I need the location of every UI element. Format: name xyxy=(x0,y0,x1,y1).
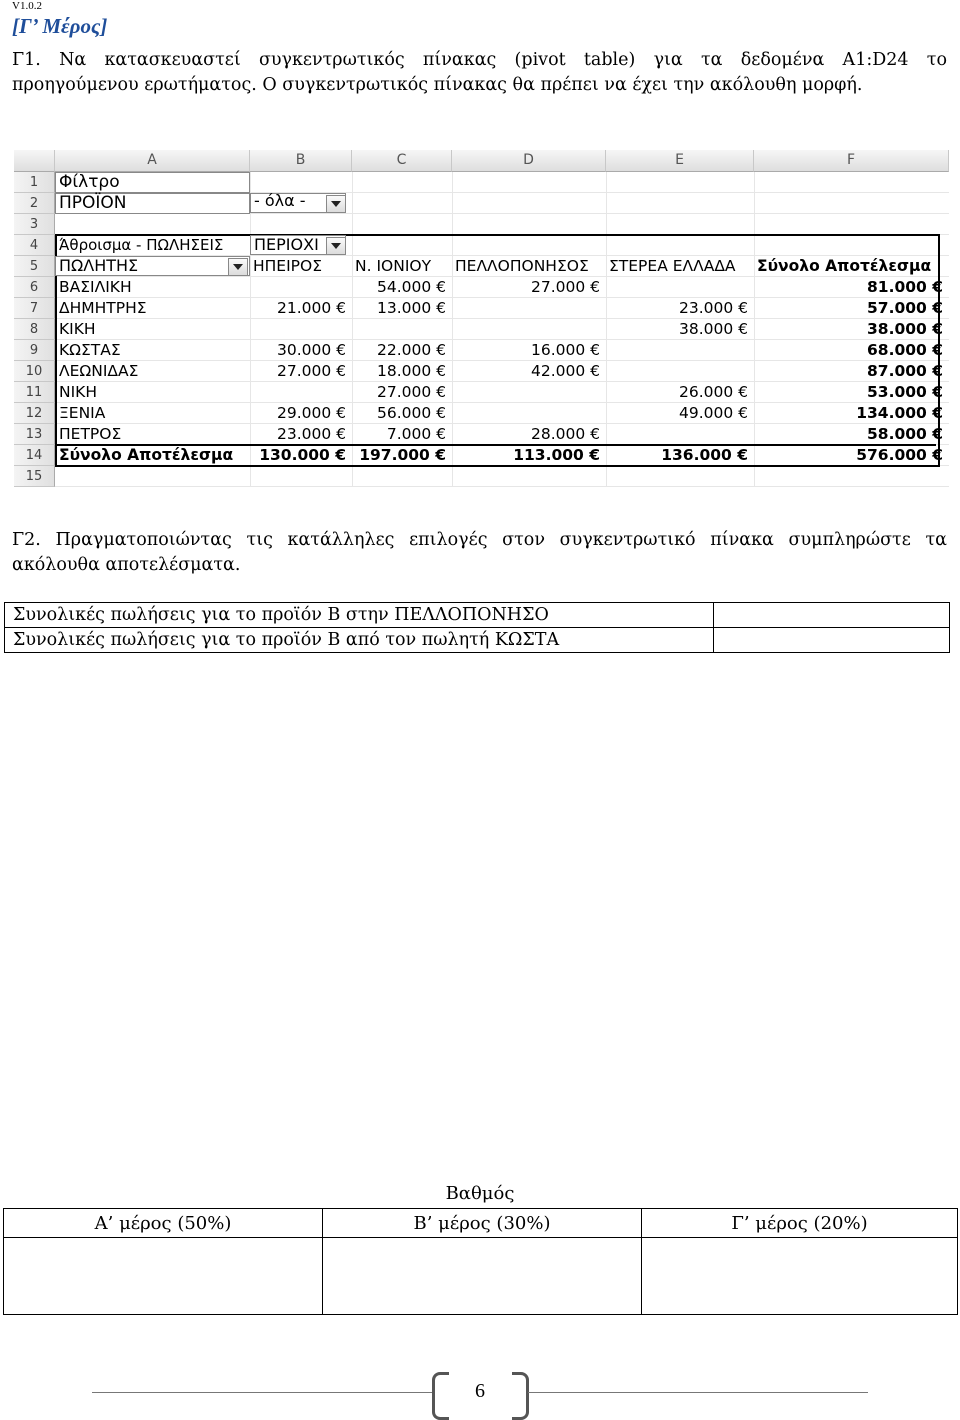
value-cell: 23.000 € xyxy=(678,299,748,317)
product-filter-value: - όλα - xyxy=(254,191,306,210)
question-g1-line-1: Γ1. Να κατασκευαστεί συγκεντρωτικός πίνακας (pivot table) για τα δεδομένα A1:D24 το xyxy=(12,50,947,70)
row-header: 8 xyxy=(14,319,55,340)
region-header: ΠΕΛΛΟΠΟΝΗΣΟΣ xyxy=(455,257,589,275)
answer-row xyxy=(5,628,950,653)
value-cell: 22.000 € xyxy=(376,341,446,359)
total-value-cell: 130.000 € xyxy=(259,446,346,464)
column-header: B xyxy=(250,150,352,172)
value-cell: 38.000 € xyxy=(678,320,748,338)
corner-cell xyxy=(14,150,55,172)
value-cell: 54.000 € xyxy=(376,278,446,296)
row-header: 7 xyxy=(14,298,55,319)
answers-table xyxy=(4,602,950,653)
pivot-table-screenshot xyxy=(14,150,949,484)
seller-name: ΔΗΜΗΤΡΗΣ xyxy=(59,299,147,317)
chevron-down-icon[interactable] xyxy=(326,195,346,213)
row-header: 10 xyxy=(14,361,55,382)
question-g2 xyxy=(12,528,947,578)
footer-line-left xyxy=(92,1392,432,1393)
chevron-down-icon[interactable] xyxy=(326,237,346,255)
sum-label: Άθροισμα - ΠΩΛΗΣΕΙΣ xyxy=(59,236,224,254)
page-number: 6 xyxy=(475,1380,485,1402)
value-cell: 18.000 € xyxy=(376,362,446,380)
grade-value-a[interactable] xyxy=(4,1238,323,1315)
value-cell: 21.000 € xyxy=(276,299,346,317)
page-brace-left xyxy=(432,1372,449,1420)
grade-header-c: Γ’ μέρος (20%) xyxy=(642,1209,958,1238)
total-value-cell: 113.000 € xyxy=(513,446,600,464)
value-cell: 13.000 € xyxy=(376,299,446,317)
value-cell: 16.000 € xyxy=(530,341,600,359)
column-header: E xyxy=(606,150,754,172)
grade-header-a: Α’ μέρος (50%) xyxy=(4,1209,323,1238)
seller-name: ΞΕΝΙΑ xyxy=(59,404,106,422)
region-header: Ν. ΙΟΝΙΟΥ xyxy=(355,257,432,275)
grade-header-b: Β’ μέρος (30%) xyxy=(323,1209,642,1238)
region-header: ΗΠΕΙΡΟΣ xyxy=(253,257,323,275)
chevron-down-icon[interactable] xyxy=(228,258,248,276)
row-header: 2 xyxy=(14,193,55,214)
value-cell: 29.000 € xyxy=(276,404,346,422)
version-label: V1.0.2 xyxy=(12,0,42,12)
grade-value-b[interactable] xyxy=(323,1238,642,1315)
grade-value-c[interactable] xyxy=(642,1238,958,1315)
answer-question: Συνολικές πωλήσεις για το προϊόν Β από τον πωλητή ΚΩΣΤΑ xyxy=(5,628,714,653)
region-header: Σύνολο Αποτέλεσμα xyxy=(757,257,932,275)
row-header: 9 xyxy=(14,340,55,361)
seller-name: ΒΑΣΙΛΙΚΗ xyxy=(59,278,132,296)
row-header: 15 xyxy=(14,466,55,487)
answer-field[interactable] xyxy=(714,603,950,628)
total-value-cell: 576.000 € xyxy=(856,446,943,464)
total-value-cell: 136.000 € xyxy=(661,446,748,464)
value-cell: 27.000 € xyxy=(276,362,346,380)
answer-question: Συνολικές πωλήσεις για το προϊόν Β στην ΠΕΛΛΟΠΟΝΗΣΟ xyxy=(5,603,714,628)
value-cell: 57.000 € xyxy=(867,299,943,317)
value-cell: 7.000 € xyxy=(386,425,446,443)
seller-name: ΚΩΣΤΑΣ xyxy=(59,341,121,359)
row-header: 5 xyxy=(14,256,55,277)
value-cell: 87.000 € xyxy=(867,362,943,380)
value-cell: 68.000 € xyxy=(867,341,943,359)
row-header: 6 xyxy=(14,277,55,298)
column-header: F xyxy=(754,150,949,172)
column-header: A xyxy=(55,150,250,172)
grades-value-row xyxy=(4,1238,958,1315)
answer-row xyxy=(5,603,950,628)
value-cell: 27.000 € xyxy=(376,383,446,401)
filter-label: Φίλτρο xyxy=(59,172,120,192)
question-g1-line-2: προηγούμενου ερωτήματος. Ο συγκεντρωτικός πίνακας θα πρέπει να έχει την ακόλουθη μορφή. xyxy=(12,75,863,95)
seller-name: ΚΙΚΗ xyxy=(59,320,96,338)
question-g1 xyxy=(12,48,947,98)
value-cell: 30.000 € xyxy=(276,341,346,359)
question-g2-line-2: ακόλουθα αποτελέσματα. xyxy=(12,555,241,575)
row-header: 4 xyxy=(14,235,55,256)
value-cell: 58.000 € xyxy=(867,425,943,443)
seller-name: ΛΕΩΝΙΔΑΣ xyxy=(59,362,139,380)
answer-field[interactable] xyxy=(714,628,950,653)
footer-line-right xyxy=(528,1392,868,1393)
value-cell: 56.000 € xyxy=(376,404,446,422)
value-cell: 26.000 € xyxy=(678,383,748,401)
seller-name: ΠΕΤΡΟΣ xyxy=(59,425,122,443)
section-title: [Γ’ Μέρος] xyxy=(12,14,108,38)
row-header: 14 xyxy=(14,445,55,466)
value-cell: 28.000 € xyxy=(530,425,600,443)
page-brace-right xyxy=(512,1372,529,1420)
value-cell: 53.000 € xyxy=(867,383,943,401)
value-cell: 42.000 € xyxy=(530,362,600,380)
grades-table xyxy=(3,1208,958,1315)
grade-title: Βαθμός xyxy=(445,1183,515,1204)
value-cell: 38.000 € xyxy=(867,320,943,338)
value-cell: 49.000 € xyxy=(678,404,748,422)
product-label: ΠΡΟΪΟΝ xyxy=(59,193,127,213)
region-header: ΣΤΕΡΕΑ ΕΛΛΑΔΑ xyxy=(609,257,736,275)
region-label: ΠΕΡΙΟΧΙ xyxy=(254,235,319,254)
value-cell: 23.000 € xyxy=(276,425,346,443)
row-header: 13 xyxy=(14,424,55,445)
gridline xyxy=(55,486,949,487)
seller-label: ΠΩΛΗΤΗΣ xyxy=(59,256,139,275)
value-cell: 134.000 € xyxy=(856,404,943,422)
total-value-cell: 197.000 € xyxy=(359,446,446,464)
total-label: Σύνολο Αποτέλεσμα xyxy=(59,446,234,464)
value-cell: 81.000 € xyxy=(867,278,943,296)
row-header: 12 xyxy=(14,403,55,424)
column-header: C xyxy=(352,150,452,172)
column-header: D xyxy=(452,150,606,172)
grades-header-row xyxy=(4,1209,958,1238)
row-header: 1 xyxy=(14,172,55,193)
question-g2-line-1: Γ2. Πραγματοποιώντας τις κατάλληλες επιλογές στον συγκεντρωτικό πίνακα συμπληρώστε τα xyxy=(12,530,947,550)
row-header: 3 xyxy=(14,214,55,235)
row-header: 11 xyxy=(14,382,55,403)
value-cell: 27.000 € xyxy=(530,278,600,296)
seller-name: ΝΙΚΗ xyxy=(59,383,97,401)
